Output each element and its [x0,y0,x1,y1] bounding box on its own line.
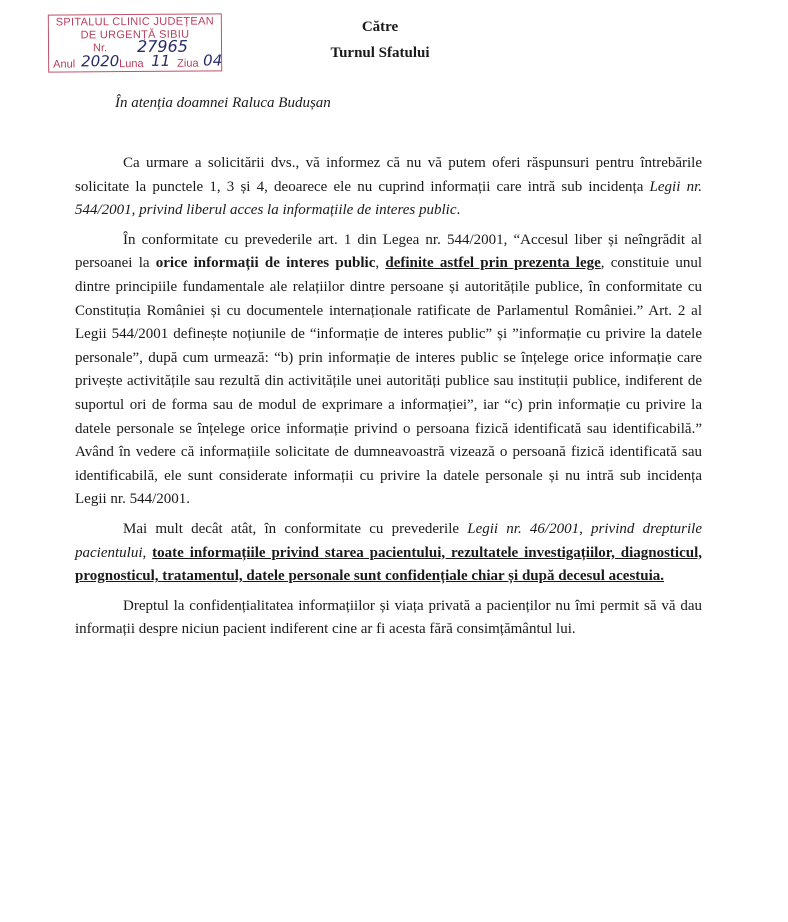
recipient-block [300,14,460,66]
p2-bold-phrase: orice informații de interes public [155,255,376,272]
stamp-luna-value: 11 [151,51,171,70]
p2-text-start: În conformitate cu prevederile art. 1 din Legea nr. 544/2001, “Accesul liber și neîngrădit al persoanei la [75,231,702,272]
recipient-line2: Turnul Sfatului [330,45,430,61]
stamp-ziua-value: 04 [203,51,223,70]
stamp-anul-label: Anul [53,58,76,71]
p3-law-reference: Legii nr. 46/2001, privind drepturile pacientului [75,520,703,561]
stamp-institution-line2: DE URGENȚĂ SIBIU [80,28,190,42]
stamp-nr-label: Nr. [92,42,108,55]
stamp-date-row [53,51,223,72]
stamp-ziua-label: Ziua [177,57,199,70]
stamp-institution-line1: SPITALUL CLINIC JUDEȚEAN [55,15,214,29]
paragraph-3 [75,518,702,589]
p1-text: Ca urmare a solicitării dvs., vă informez că nu vă putem oferi răspunsuri pentru întrebările solicitate la punctele 1, 3 și 4, deoarece ele nu cuprind informații care intră sub incidența [75,155,702,195]
stamp-anul-value: 2020 [81,52,120,71]
stamp-nr-value: 27965 [136,36,188,56]
stamp-luna-label: Luna [119,57,144,71]
recipient-line1: Către [361,19,399,35]
p1-law-reference: Legii nr. 544/2001, privind liberul acces la informațiile de interes public [75,178,702,219]
p1-end: . [456,202,461,219]
p3-comma: , [142,544,153,561]
paragraph-2 [75,229,702,512]
p3-underlined-statement: toate informațiile privind starea pacientului, rezultatele investigațiilor, diagnosticul, prognosticul, tratamentul, datele personale sunt confidențiale chiar și după decesul acestuia. [75,544,702,585]
p2-comma: , [375,255,386,272]
paragraph-4 [75,595,702,642]
attention-line: În atenția doamnei Raluca Budușan [115,95,331,111]
paragraph-1 [75,152,702,223]
registration-stamp [48,13,222,72]
p3-text-start: Mai mult decât atât, în conformitate cu prevederile [123,520,468,537]
p2-underlined-phrase: definite astfel prin prezenta lege [385,255,601,272]
letter-body [75,152,702,648]
p4-text: Dreptul la confidențialitatea informațiilor și viața privată a pacienților nu îmi permit să vă dau informații despre niciun pacient indiferent cine ar fi acesta fără consimțământul lui. [75,597,702,638]
p2-text-rest: , constituie unul dintre principiile fundamentale ale relațiilor dintre persoane și autoritățile publice, în conformitate cu Constituția României și cu documentele internaționale ratificate de Parlamentul României.” Art. 2 al Legii 544/2001 definește noțiunile de “informație de interes public” și ”informație cu privire la datele personale”, după cum urmează: “b) prin informație de interes public se înțelege orice informație care privește activitățile sau rezultă din activitățile unei autorități publice sau instituții publice, indiferent de suportul ori de forma sau de modul de exprimare a informației”, iar “c) prin informație cu privire la datele personale se înțelege orice informație privind o persoana fizică identificată sau identificabilă.” Având în vedere că informațiile solicitate de dumneavoastră vizează o persoană fizică identificată sau identificabilă, ele sunt considerate informații cu privire la datele personale și nu intră sub incidența Legii nr. 544/2001. [75,255,702,508]
stamp-number-row [53,36,217,56]
